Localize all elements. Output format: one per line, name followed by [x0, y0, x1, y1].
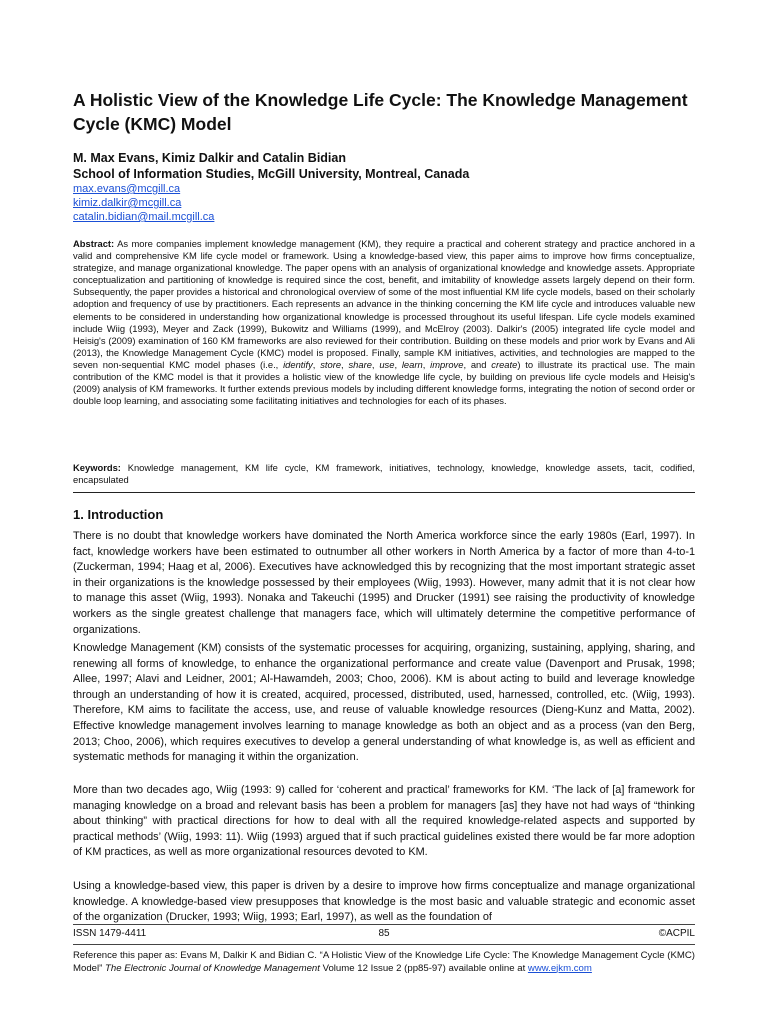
paragraph: Knowledge Management (KM) consists of the systematic processes for acquiring, organizing, sustaining, applying, sharing, and renewing all forms of knowledge, to enhance the organizational performance and create value (Davenport and Prusak, 1998; Allee, 1997; Alavi and Leidner, 2001; Al-Hawamdeh, 2003; Choo, 2006). KM is about acting to build and leverage knowledge through an understanding of how it is created, acquired, processed, distributed, used, harnessed, controlled, etc. (Wiig, 1993). Therefore, KM aims to facilitate the access, use, and reuse of valuable knowledge resources (Dieng-Kunz and Matta, 2002). Effective knowledge management involves learning to manage knowledge as both an object and as a process (van den Berg, 2013; Choo, 2006), which requires executives to develop a general understanding of what knowledge is, as well as efficient and systematic methods for managing it within the organization. [73, 642, 695, 764]
phase-term: improve [430, 358, 464, 370]
abstract: Abstract: As more companies implement knowledge management (KM), they require a practical and coherent strategy and practice anchored in a valid and comprehensive KM life cycle model or framework. Using a knowledge-based view, this paper aims to improve how firms conceptualize, strategize, and manage organizational knowledge. The paper opens with an analysis of organizational knowledge and knowledge assets. Appropriate conceptualization and partitioning of knowledge is required since the cost, benefit, and imitability of knowledge assets largely depend on their form. Subsequently, the paper provides a historical and chronological overview of some of the most influential KM life cycle models, based on their scholarly adoption and frequency of use by practitioners. Each represents an advance in the thinking concerning the KM life cycle and introduces valuable new elements to be considered in understanding how organizational knowledge is processed throughout its useful lifespan. Life cycle models examined include Wiig (1993), Meyer and Zack (1999), Bukowitz and Williams (1999), and McElroy (2003). Dalkir's (2005) integrated life cycle model and Heisig's (2009) examination of 160 KM frameworks are also reviewed for their contribution. Building on these models and prior work by Evans and Ali (2013), the Knowledge Management Cycle (KMC) model is proposed. Finally, sample KM initiatives, activities, and technologies are mapped to the seven non-sequential KMC model phases (i.e., identify, store, share, use, learn, improve, and create) to illustrate its practical use. The main contribution of the KMC model is that it provides a holistic view of the knowledge life cycle, by building on previous life cycle models and Heisig's (2009) analysis of KM frameworks. It further extends previous models by including different knowledge forms, integrating the notion of second order or double loop learning, and associating some facilitating initiatives and technologies for each of its phases. [73, 238, 696, 407]
page-number: 85 [378, 928, 390, 939]
phase-term: create [491, 358, 518, 370]
section-heading: 1. Introduction [73, 507, 164, 522]
phase-term: use [379, 358, 395, 370]
email-link[interactable]: max.evans@mcgill.ca [73, 183, 181, 195]
keywords-text: Knowledge management, KM life cycle, KM framework, initiatives, technology, knowledge, knowledge assets, tacit, codified, encapsulated [73, 462, 695, 486]
publisher: ©ACPIL [658, 928, 695, 939]
citation-text-2: Volume 12 Issue 2 (pp85-97) available online at [319, 962, 528, 974]
phase-term: learn [401, 358, 423, 370]
paragraph: More than two decades ago, Wiig (1993: 9) called for ‘coherent and practical’ frameworks for KM. ‘The lack of [a] framework for managing knowledge on a broad and relevant basis has been a problem for managers [as] they have not had ways of “thinking about thinking” with practical directions for how to deal with all the required knowledge-related aspects and supported by practical methods’ (Wiig, 1993: 11). Wiig (1993) argued that if such practical guidelines existed there would be far more adoption of KM practices, as well as more organizational resources devoted to KM. [73, 784, 695, 859]
journal-link[interactable]: www.ejkm.com [527, 962, 592, 974]
keywords [73, 462, 695, 486]
phase-term: store [320, 358, 342, 370]
authors: M. Max Evans, Kimiz Dalkir and Catalin Bidian [73, 151, 346, 165]
reference-divider [73, 944, 695, 945]
phase-term: share [348, 358, 372, 370]
email-link[interactable]: kimiz.dalkir@mcgill.ca [73, 197, 182, 209]
paragraph: Using a knowledge-based view, this paper is driven by a desire to improve how firms conceptualize and manage organizational knowledge. A knowledge-based view presupposes that knowledge is the most basic and valuable strategic and economic asset of the organization (Drucker, 1993; Wiig, 1993; Earl, 1997), as well as the foundation of [73, 880, 695, 924]
keywords-label: Keywords: [73, 462, 121, 473]
issn: ISSN 1479-4411 [73, 928, 147, 939]
footer-divider [73, 924, 695, 925]
journal-name: The Electronic Journal of Knowledge Management [105, 962, 320, 974]
abstract-text-1: As more companies implement knowledge management (KM), they require a practical and coherent strategy and practice anchored in a valid and comprehensive KM life cycle model or framework. Using a knowledge-based view, this paper aims to improve how firms conceptualize, strategize, and manage organizational knowledge. The paper opens with an analysis of organizational knowledge and knowledge assets. Appropriate conceptualization and partitioning of knowledge is required since the cost, benefit, and imitability of knowledge assets largely depend on their form. Subsequently, the paper provides a historical and chronological overview of some of the most influential KM life cycle models, based on their scholarly adoption and frequency of use by practitioners. Each represents an advance in the thinking concerning the KM life cycle and introduces valuable new elements to be considered in understanding how organizational knowledge is processed throughout its useful lifespan. Life cycle models examined include Wiig (1993), Meyer and Zack (1999), Bukowitz and Williams (1999), and McElroy (2003). Dalkir's (2005) integrated life cycle model and Heisig's (2009) examination of 160 KM frameworks are also reviewed for their contribution. Building on these models and prior work by Evans and Ali (2013), the Knowledge Management Cycle (KMC) model is proposed. Finally, sample KM initiatives, activities, and technologies are mapped to the seven non-sequential KMC model phases (i.e., [73, 238, 695, 370]
citation-note [73, 950, 695, 975]
citation-text-1: Reference this paper as: Evans M, Dalkir K and Bidian C. “A Holistic View of the Knowledge Life Cycle: The Knowledge Management Cycle (KMC) Model” [73, 950, 695, 974]
email-list [73, 182, 214, 224]
section-divider [73, 492, 695, 493]
affiliation: School of Information Studies, McGill University, Montreal, Canada [73, 167, 470, 181]
paragraph: There is no doubt that knowledge workers have dominated the North America workforce since the early 1980s (Earl, 1997). In fact, knowledge workers have been estimated to outnumber all other workers in North America by a factor of more than 4-to-1 (Zuckerman, 1994; Haag et al, 2006). Executives have acknowledged this by recognizing that the most important strategic asset in their organizations is the knowledge possessed by their employees (Wiig, 1993). However, many admit that it is not clear how to manage this asset (Wiig, 1993). Nonaka and Takeuchi (1995) and Drucker (1991) see raising the productivity of knowledge workers as the single greatest challenge that managers face, which will ultimately determine the competitive performance of organizations. [73, 530, 695, 636]
email-link[interactable]: catalin.bidian@mail.mcgill.ca [73, 211, 215, 223]
abstract-text-2: ) to illustrate its practical use. The main contribution of the KMC model is that it provides a holistic view of the knowledge life cycle, by building on previous life cycle models and Heisig's (2009) analysis of KM frameworks. It further extends previous models by including different knowledge forms, integrating the notion of second order or double loop learning, and associating some facilitating initiatives and technologies for each of its phases. [73, 358, 696, 407]
abstract-label: Abstract: [73, 238, 115, 249]
paper-title: A Holistic View of the Knowledge Life Cycle: The Knowledge Management Cycle (KMC) Model [73, 90, 688, 134]
phase-term: identify [283, 358, 313, 370]
